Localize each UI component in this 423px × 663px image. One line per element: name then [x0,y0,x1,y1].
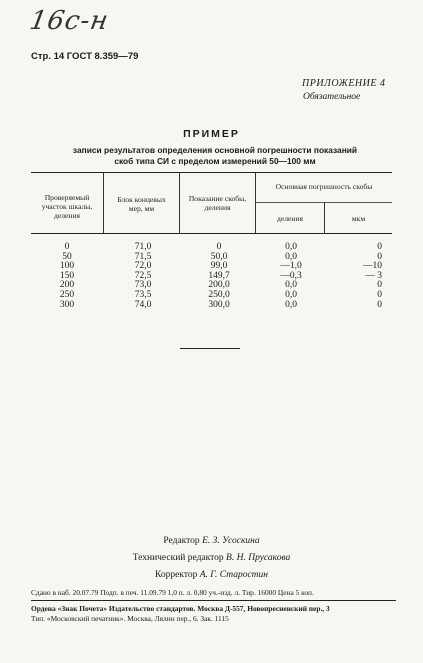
table-cell: 0 [64,242,70,252]
table-cell: 300,0 [208,299,230,310]
header-col-error-divisions: деления [276,214,303,223]
column-section [40,243,94,310]
table-cell: 0 [377,280,382,291]
table-cell: 0 [377,289,382,300]
document-subtitle [40,145,390,167]
table-cell: 149,7 [208,270,230,281]
appendix-title: ПРИЛОЖЕНИЕ 4 [302,78,386,89]
credit-corrector: Корректор А. Г. Старостин [155,570,268,580]
table-cell: 99,0 [210,261,228,272]
table-cell: 250 [59,289,75,300]
footer-rule-top [31,600,396,601]
table-cell: 100 [59,261,75,272]
table-cell: — 3 [365,270,382,281]
table-cell: —0,3 [280,270,302,281]
table-cell: 73,0 [134,280,152,291]
appendix-note: Обязательное [303,92,361,102]
column-error-mkm [330,243,382,310]
table-cell: 300 [59,299,75,310]
table-cell: 250,0 [208,289,230,300]
table-cell: 72,5 [134,270,152,281]
table-top-rule [31,172,392,173]
table-cell: 0 [377,242,382,252]
subtitle-line-2: скоб типа СИ с пределом измерений 50—100 мм [114,156,316,166]
table-cell: 73,5 [134,289,152,300]
header-col-error-mkm: мкм [351,214,366,223]
print-info: Сдано в наб. 20.07.79 Подп. в печ. 11.09.79 1,0 п. л. 0,80 уч.-изд. л. Тир. 16000 Цена 5 коп. [31,588,314,597]
subtitle-line-1: записи результатов определения основной погрешности показаний [72,145,358,155]
table-cell: 0 [377,299,382,310]
table-cell: 71,5 [134,251,152,262]
document-title: ПРИМЕР [183,128,240,140]
table-cell: 50 [62,251,72,262]
table-cell: —1,0 [280,261,302,272]
table-cell: 0,0 [285,251,297,262]
header-col-gauge-blocks: Блок концевых мер, мм [117,195,166,213]
table-cell: 50,0 [210,251,228,262]
credit-tech-editor: Технический редактор В. Н. Прусакова [132,553,291,563]
handwritten-note: 16с-н [27,6,112,36]
header-col-section: Проверяемый участок шкалы, деления [41,193,93,220]
table-cell: 0 [216,242,222,252]
table-cell: 0,0 [285,242,297,252]
table-cell: 200,0 [208,280,230,291]
table-cell: 200 [59,280,75,291]
table-cell: 0 [377,251,382,262]
column-error-divisions [266,243,316,310]
table-cell: —10 [363,261,382,272]
column-reading [190,243,248,310]
table-cell: 74,0 [134,299,152,310]
page-header: Стр. 14 ГОСТ 8.359—79 [31,51,139,62]
header-col-error-group: Основная погрешность скобы [275,182,373,191]
header-col-reading: Показание скобы, деления [188,194,247,212]
table-cell: 0,0 [285,289,297,300]
end-divider [180,348,240,349]
column-gauge-blocks [114,243,172,310]
table-cell: 0,0 [285,299,297,310]
printer-info: Тип. «Московский печатник». Москва, Лялин пер., 6. Зак. 1115 [31,614,229,623]
table-cell: 71,0 [134,242,152,252]
table-header-rule [31,233,392,234]
table-cell: 150 [59,270,75,281]
publisher-info: Ордена «Знак Почета» Издательство стандартов. Москва Д-557, Новопресненский пер., 3 [31,604,330,613]
table-cell: 0,0 [285,280,297,291]
table-cell: 72,0 [134,261,152,272]
credit-editor: Редактор Е. З. Усоскина [163,536,260,546]
